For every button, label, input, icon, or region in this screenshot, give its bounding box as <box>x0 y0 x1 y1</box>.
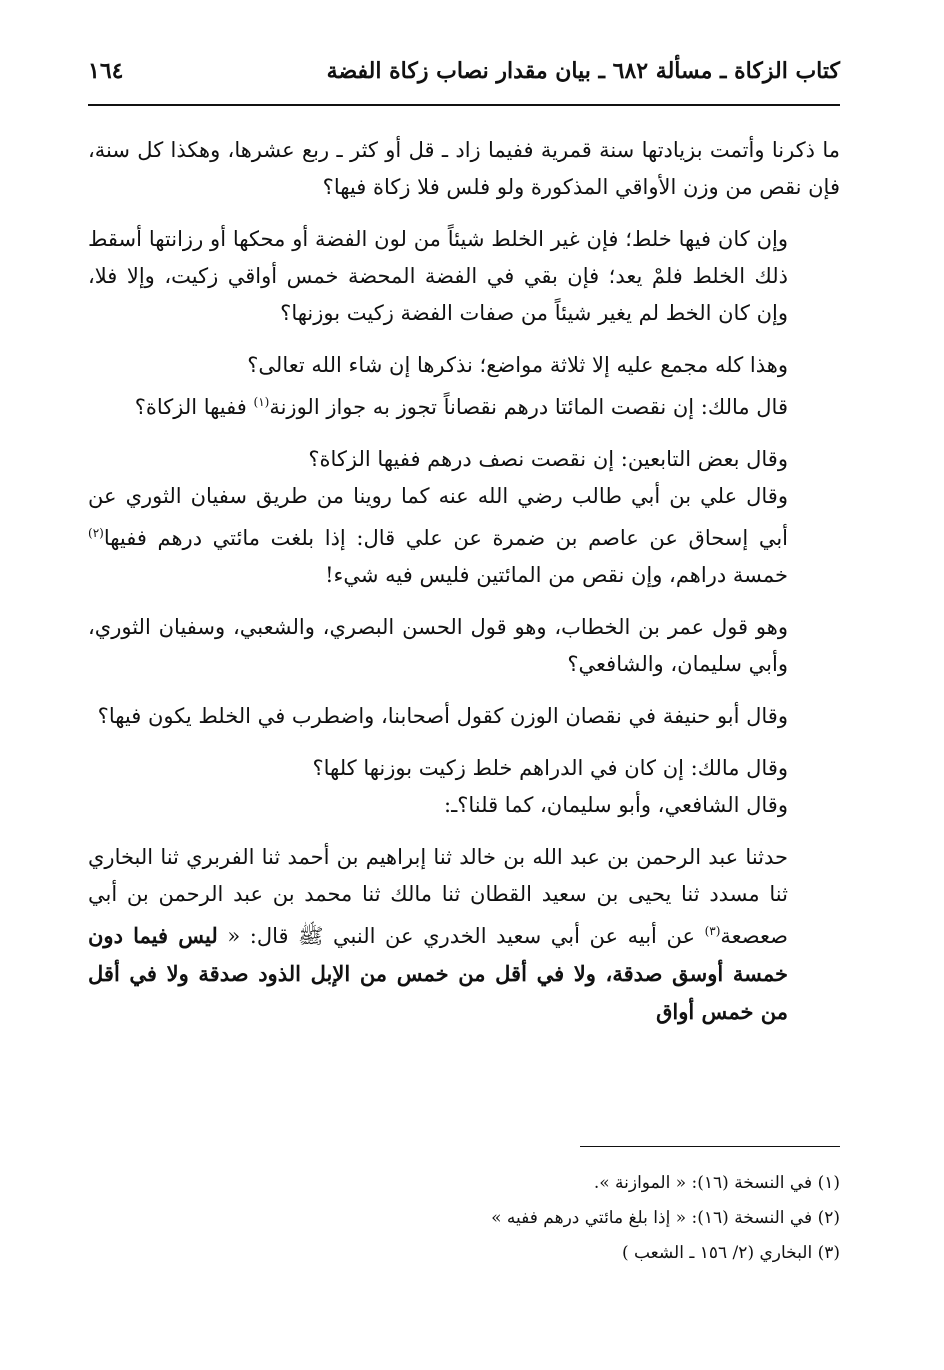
paragraph-text: حدثنا عبد الرحمن بن عبد الله بن خالد ثنا إبراهيم بن أحمد ثنا الفربري ثنا البخاري ثنا مسدد ثنا يحيى بن سعيد القطان ثنا مالك ثنا محمد بن عبد الرحمن بن أبي صعصعة <box>88 845 788 948</box>
paragraph <box>88 839 840 1031</box>
paragraph-text: قال مالك: إن نقصت المائتا درهم نقصاناً تجوز به جواز الوزنة <box>269 395 788 419</box>
paragraph <box>88 478 840 594</box>
footnote-mark: (٣) <box>704 924 721 938</box>
footnotes <box>88 1166 840 1271</box>
paragraph-text: وقال علي بن أبي طالب رضي الله عنه كما روينا من طريق سفيان الثوري عن أبي إسحاق عن عاصم بن ضمرة عن علي قال: إذا بلغت مائتي درهم ففيها <box>88 484 788 550</box>
paragraph: وإن كان فيها خلط؛ فإن غير الخلط شيئاً من لون الفضة أو محكها أو رزانتها أسقط ذلك الخلط فلمْ يعد؛ فإن بقي في الفضة المحضة خمس أواقي زكيت، وإلا فلا، وإن كان الخط لم يغير شيئاً من صفات الفضة زكيت بوزنها؟ <box>88 227 788 325</box>
paragraph: وهو قول عمر بن الخطاب، وهو قول الحسن البصري، والشعبي، وسفيان الثوري، وأبي سليمان، والشافعي؟ <box>88 615 788 676</box>
hadith-text: ليس فيما دون خمسة أوسق صدقة، ولا في أقل من خمس من الإبل الذود صدقة ولا في أقل من خمس أواق <box>88 923 788 1024</box>
paragraph: وهذا كله مجمع عليه إلا ثلاثة مواضع؛ نذكرها إن شاء الله تعالى؟ <box>247 353 788 377</box>
header-title: كتاب الزكاة ـ مسألة ٦٨٢ ـ بيان مقدار نصاب زكاة الفضة <box>326 58 840 84</box>
footnote: (٢) في النسخة (١٦): « إذا بلغ مائتي درهم ففيه » <box>491 1208 840 1228</box>
footnote-mark: (٢) <box>88 526 104 540</box>
paragraph: وقال الشافعي، وأبو سليمان، كما قلنا؟ـ: <box>444 793 788 817</box>
footnote: (١) في النسخة (١٦): « الموازنة ». <box>593 1173 840 1193</box>
paragraph: وقال مالك: إن كان في الدراهم خلط زكيت بوزنها كلها؟ <box>312 756 788 780</box>
page-number: ١٦٤ <box>88 58 124 84</box>
footnote: (٣) البخاري (٢/ ١٥٦ ـ الشعب ) <box>621 1243 840 1263</box>
paragraph: ما ذكرنا وأتمت بزيادتها سنة قمرية ففيما زاد ـ قل أو كثر ـ ربع عشرها، وهكذا كل سنة، فإن نقص من وزن الأواقي المذكورة ولو فلس فلا زكاة فيها؟ <box>88 138 840 199</box>
paragraph: وقال بعض التابعين: إن نقصت نصف درهم ففيها الزكاة؟ <box>308 447 788 471</box>
running-header <box>88 54 840 98</box>
footnote-rule <box>580 1146 840 1147</box>
paragraph-text: ففيها الزكاة؟ <box>134 395 247 419</box>
header-rule <box>88 104 840 106</box>
main-text <box>88 132 840 1046</box>
footnote-mark: (١) <box>253 395 270 409</box>
paragraph <box>88 384 840 426</box>
paragraph-text: عن أبيه عن أبي سعيد الخدري عن النبي ﷺ قال: « <box>227 924 695 948</box>
paragraph-text: خمسة دراهم، وإن نقص من المائتين فليس فيه شيء! <box>325 563 788 587</box>
paragraph: وقال أبو حنيفة في نقصان الوزن كقول أصحابنا، واضطرب في الخلط يكون فيها؟ <box>97 704 788 728</box>
